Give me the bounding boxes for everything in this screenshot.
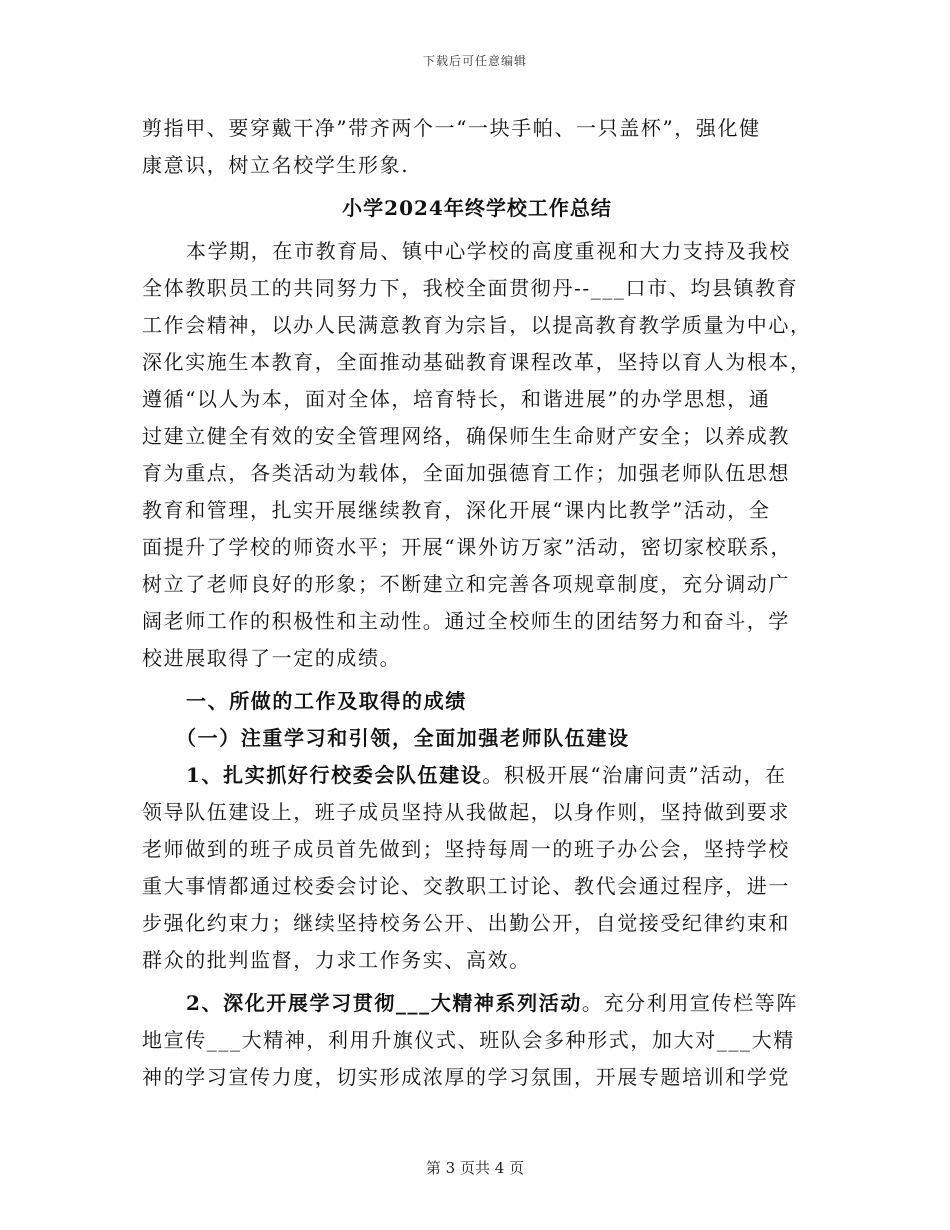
- page-number: 第 3 页共 4 页: [425, 1159, 525, 1177]
- paragraph-line: 过建立健全有效的安全管理网络，确保师生生命财产安全；以养成教: [142, 424, 790, 448]
- item-line: 步强化约束力；继续坚持校务公开、出勤公开，自觉接受纪律约束和: [142, 911, 790, 935]
- item-lead: 1、扎实抓好行校委会队伍建设: [186, 763, 483, 787]
- intro-line: 康意识，树立名校学生形象.: [142, 153, 410, 177]
- item-1: [142, 757, 812, 979]
- paragraph-line: 校进展取得了一定的成绩。: [142, 646, 402, 670]
- paragraph-line: 遵循“以人为本，面对全体，培育特长，和谐进展”的办学思想，通: [142, 387, 771, 411]
- paragraph-line: 全体教职员工的共同努力下，我校全面贯彻丹--___口市、均县镇教育: [142, 276, 799, 300]
- item-line: 地宣传___大精神，利用升旗仪式、班队会多种形式，加大对___大精: [142, 1028, 795, 1052]
- document-body: [142, 110, 812, 1096]
- item-text: 。充分利用宣传栏等阵: [581, 991, 798, 1015]
- item-line: 老师做到的班子成员首先做到；坚持每周一的班子办公会，坚持学校: [142, 837, 790, 861]
- item-lead: 2、深化开展学习贯彻___大精神系列活动: [186, 991, 582, 1015]
- paragraph-line: 面提升了学校的师资水平；开展“课外访万家”活动，密切家校联系，: [142, 535, 793, 559]
- item-line: 神的学习宣传力度，切实形成浓厚的学习氛围，开展专题培训和学党: [142, 1065, 790, 1089]
- paragraph-line: 阔老师工作的积极性和主动性。通过全校师生的团结努力和奋斗，学: [142, 609, 790, 633]
- subsection-heading: （一）注重学习和引领，全面加强老师队伍建设: [176, 726, 630, 750]
- item-2: [142, 985, 812, 1096]
- item-line: 重大事情都通过校委会讨论、交教职工讨论、教代会通过程序，进一: [142, 874, 790, 898]
- item-text: 。积极开展“治庸问责”活动，在: [482, 763, 787, 787]
- item-line: [142, 757, 812, 794]
- paragraph-line: 树立了老师良好的形象；不断建立和完善各项规章制度，充分调动广: [142, 572, 790, 596]
- paragraph-line: 工作会精神，以办人民满意教育为宗旨，以提高教育教学质量为中心，: [142, 313, 812, 337]
- paragraph-line: 教育和管理，扎实开展继续教育，深化开展“课内比教学”活动，全: [142, 498, 771, 522]
- intro-line: 剪指甲、要穿戴干净”带齐两个一“一块手帕、一只盖杯”，强化健: [142, 116, 761, 140]
- paragraph-line: 深化实施生本教育，全面推动基础教育课程改革，坚持以育人为根本，: [142, 350, 812, 374]
- item-line: 领导队伍建设上，班子成员坚持从我做起，以身作则，坚持做到要求: [142, 800, 790, 824]
- paragraph-line: 育为重点，各类活动为载体，全面加强德育工作；加强老师队伍思想: [142, 461, 790, 485]
- document-title: 小学2024年终学校工作总结: [342, 196, 612, 220]
- item-line: [142, 985, 812, 1022]
- section-heading: 一、所做的工作及取得的成绩: [186, 689, 467, 713]
- paragraph-line: 本学期，在市教育局、镇中心学校的高度重视和大力支持及我校: [186, 239, 791, 263]
- item-line: 群众的批判监督，力求工作务实、高效。: [142, 948, 531, 972]
- page-header: 下载后可任意编辑: [422, 54, 527, 68]
- paragraph-summary: [142, 233, 812, 677]
